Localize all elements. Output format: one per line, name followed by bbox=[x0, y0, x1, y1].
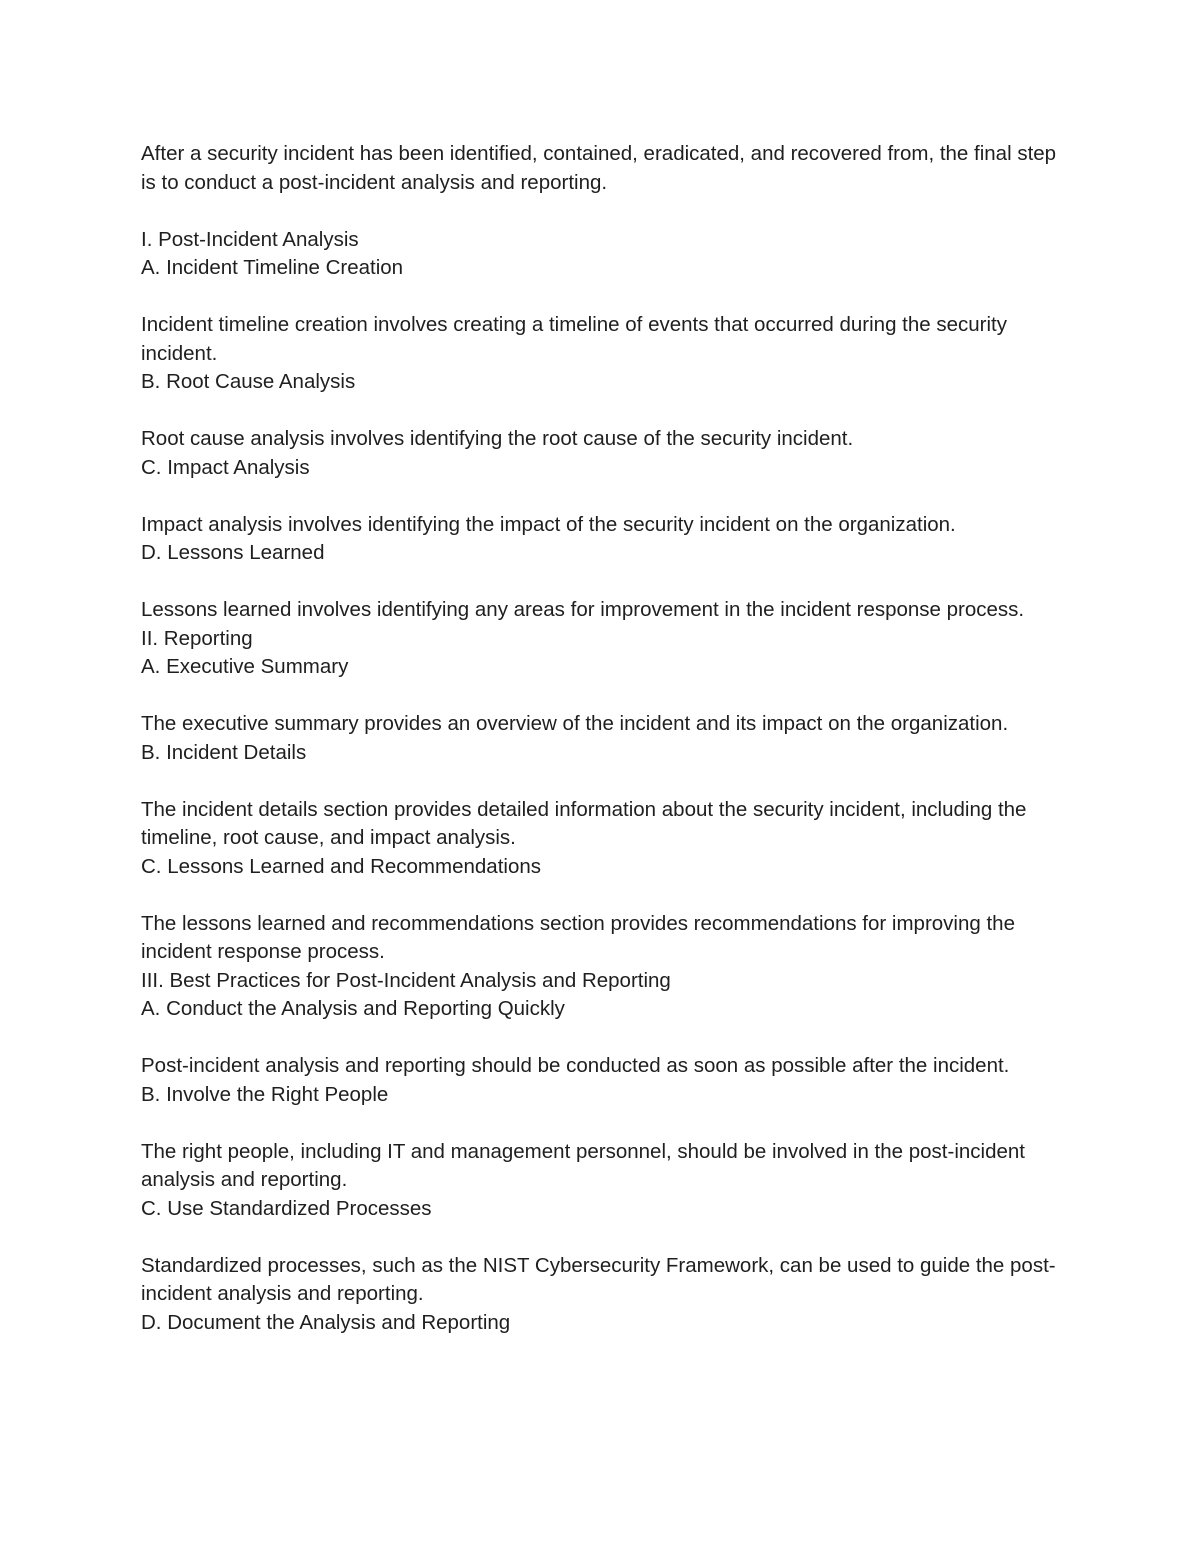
spacer bbox=[141, 197, 1071, 226]
paragraph-incident-details: The incident details section provides detailed information about the security incident, including the timeline, root cause, and impact analysis. bbox=[141, 797, 1027, 849]
subheading-incident-timeline-creation: A. Incident Timeline Creation bbox=[141, 256, 404, 279]
subheading-involve-right-people: B. Involve the Right People bbox=[141, 1082, 389, 1106]
subheading-impact-analysis: C. Impact Analysis bbox=[141, 455, 310, 479]
paragraph-impact-analysis: Impact analysis involves identifying the impact of the security incident on the organization. bbox=[141, 512, 956, 536]
paragraph-standardized-processes: Standardized processes, such as the NIST Cybersecurity Framework, can be used to guide the post-incident analysis and reporting. bbox=[141, 1253, 1056, 1305]
spacer bbox=[141, 682, 1071, 711]
spacer bbox=[141, 881, 1071, 910]
subheading-document-analysis: D. Document the Analysis and Reporting bbox=[141, 1310, 511, 1334]
spacer bbox=[141, 1223, 1071, 1252]
spacer bbox=[141, 283, 1071, 312]
spacer bbox=[141, 1109, 1071, 1138]
spacer bbox=[141, 397, 1071, 426]
paragraph-incident-timeline-creation: Incident timeline creation involves creating a timeline of events that occurred during the security incident. bbox=[141, 313, 1008, 365]
subheading-executive-summary: A. Executive Summary bbox=[141, 655, 349, 678]
paragraph-lessons-learned: Lessons learned involves identifying any areas for improvement in the incident response process. bbox=[141, 598, 1025, 621]
spacer bbox=[141, 767, 1071, 796]
subheading-root-cause-analysis: B. Root Cause Analysis bbox=[141, 370, 356, 393]
paragraph-executive-summary: The executive summary provides an overview of the incident and its impact on the organization. bbox=[141, 712, 1009, 735]
section-heading-best-practices: III. Best Practices for Post-Incident Analysis and Reporting bbox=[141, 968, 671, 992]
subheading-conduct-quickly: A. Conduct the Analysis and Reporting Quickly bbox=[141, 997, 565, 1020]
subheading-lessons-learned-recommendations: C. Lessons Learned and Recommendations bbox=[141, 854, 541, 878]
section-heading-reporting: II. Reporting bbox=[141, 626, 253, 650]
paragraph-involve-right-people: The right people, including IT and management personnel, should be involved in the post-incident analysis and reporting. bbox=[141, 1139, 1025, 1191]
subheading-lessons-learned: D. Lessons Learned bbox=[141, 541, 325, 564]
spacer bbox=[141, 482, 1071, 511]
paragraph-root-cause-analysis: Root cause analysis involves identifying the root cause of the security incident. bbox=[141, 427, 854, 450]
paragraph-conduct-quickly: Post-incident analysis and reporting should be conducted as soon as possible after the incident. bbox=[141, 1054, 1010, 1077]
section-heading-post-incident-analysis: I. Post-Incident Analysis bbox=[141, 227, 359, 251]
document-body bbox=[141, 140, 1071, 1337]
subheading-standardized-processes: C. Use Standardized Processes bbox=[141, 1196, 432, 1220]
intro-paragraph: After a security incident has been identified, contained, eradicated, and recovered from, the final step is to conduct a post-incident analysis and reporting. bbox=[141, 142, 1057, 194]
spacer bbox=[141, 568, 1071, 597]
subheading-incident-details: B. Incident Details bbox=[141, 740, 307, 764]
paragraph-lessons-learned-recommendations: The lessons learned and recommendations section provides recommendations for improving the incident response process. bbox=[141, 911, 1015, 963]
spacer bbox=[141, 1024, 1071, 1053]
